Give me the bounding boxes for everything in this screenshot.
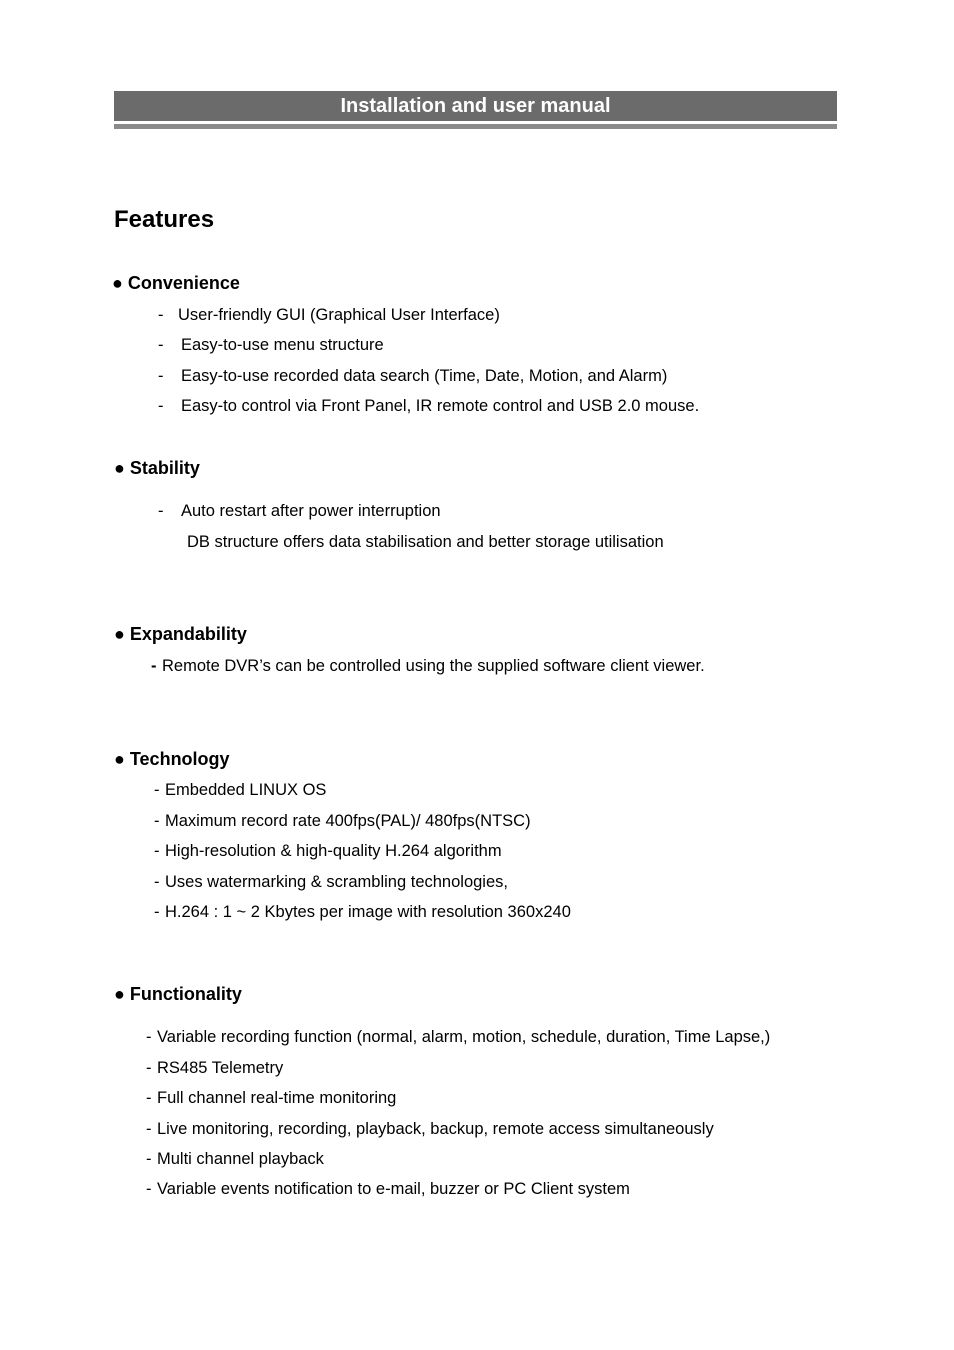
page-title: Features (114, 206, 215, 233)
dash-marker: - (158, 502, 164, 520)
bullet-icon: ● (112, 273, 123, 293)
list-item (154, 812, 531, 831)
list-item-text: Variable recording function (normal, alarm, motion, schedule, duration, Time Lapse,) (157, 1028, 771, 1046)
list-item (158, 502, 441, 521)
section-heading-expandability (114, 624, 247, 645)
list-item-text: H.264 : 1 ~ 2 Kbytes per image with resolution 360x240 (165, 903, 571, 921)
list-item (146, 1180, 630, 1199)
bullet-icon: ● (114, 458, 125, 478)
dash-marker: - (158, 336, 164, 354)
header-divider (114, 124, 837, 129)
document-header-title: Installation and user manual (340, 95, 611, 117)
dash-marker: - (154, 873, 160, 891)
list-item-text: Easy-to-use recorded data search (Time, Date, Motion, and Alarm) (181, 367, 668, 385)
list-item-text: Easy-to-use menu structure (181, 336, 384, 354)
list-item-text: Full channel real-time monitoring (157, 1089, 397, 1107)
dash-marker: - (146, 1059, 152, 1077)
dash-marker: - (146, 1180, 152, 1198)
list-item-text: Maximum record rate 400fps(PAL)/ 480fps(NTSC) (165, 812, 531, 830)
list-item (158, 397, 699, 416)
dash-marker: - (158, 367, 164, 385)
list-item (146, 1120, 714, 1139)
section-heading-label: Stability (129, 458, 200, 478)
dash-marker: - (146, 1028, 152, 1046)
list-item-text: DB structure offers data stabilisation and better storage utilisation (187, 533, 664, 551)
section-heading-convenience (112, 273, 240, 294)
list-item-text: Multi channel playback (157, 1150, 324, 1168)
dash-marker: - (151, 657, 157, 675)
dash-marker: - (158, 306, 164, 324)
list-item (146, 1089, 396, 1108)
list-item (187, 533, 664, 552)
bullet-icon: ● (114, 984, 125, 1004)
list-item-text: RS485 Telemetry (157, 1059, 284, 1077)
section-heading-label: Functionality (129, 984, 242, 1004)
dash-marker: - (154, 842, 160, 860)
section-heading-technology (114, 749, 230, 770)
section-heading-label: Expandability (129, 624, 247, 644)
list-item-text: Easy-to control via Front Panel, IR remote control and USB 2.0 mouse. (181, 397, 700, 415)
dash-marker: - (154, 903, 160, 921)
list-item-text: Auto restart after power interruption (181, 502, 441, 520)
list-item (146, 1059, 283, 1078)
section-heading-label: Technology (129, 749, 230, 769)
bullet-icon: ● (114, 624, 125, 644)
list-item-text: User-friendly GUI (Graphical User Interface) (178, 306, 500, 324)
list-item-text: High-resolution & high-quality H.264 algorithm (165, 842, 502, 860)
list-item (154, 842, 502, 861)
list-item (154, 903, 571, 922)
dash-marker: - (146, 1089, 152, 1107)
list-item-text: Variable events notification to e-mail, buzzer or PC Client system (157, 1180, 630, 1198)
section-heading-label: Convenience (127, 273, 240, 293)
document-header (114, 91, 837, 121)
dash-marker: - (146, 1120, 152, 1138)
list-item (154, 781, 326, 800)
list-item (146, 1028, 770, 1047)
bullet-icon: ● (114, 749, 125, 769)
section-heading-stability (114, 458, 200, 479)
list-item (158, 336, 384, 355)
dash-marker: - (158, 397, 164, 415)
list-item (154, 873, 508, 892)
dash-marker: - (154, 781, 160, 799)
list-item (151, 657, 705, 676)
list-item (158, 306, 500, 325)
list-item (158, 367, 667, 386)
list-item (146, 1150, 324, 1169)
dash-marker: - (146, 1150, 152, 1168)
list-item-text: Uses watermarking & scrambling technologies, (165, 873, 508, 891)
section-heading-functionality (114, 984, 242, 1005)
list-item-text: Remote DVR’s can be controlled using the supplied software client viewer. (162, 657, 705, 675)
list-item-text: Embedded LINUX OS (165, 781, 327, 799)
list-item-text: Live monitoring, recording, playback, backup, remote access simultaneously (157, 1120, 714, 1138)
dash-marker: - (154, 812, 160, 830)
